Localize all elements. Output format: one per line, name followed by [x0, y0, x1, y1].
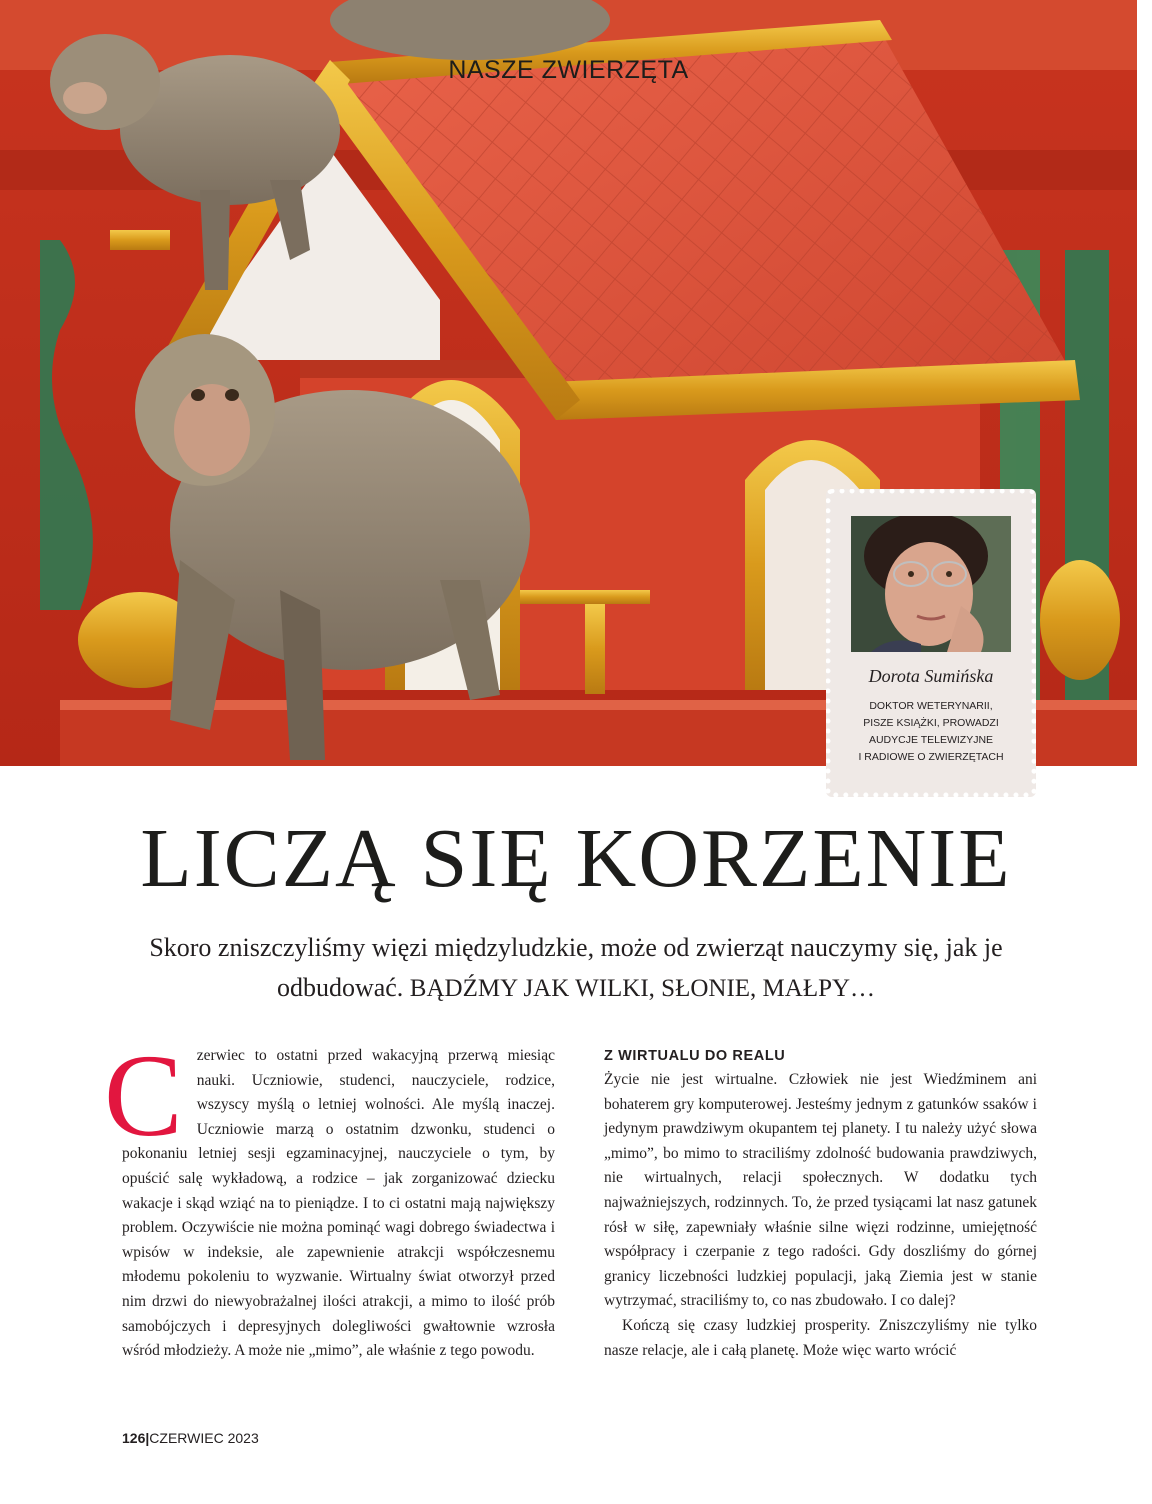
article-headline: LICZĄ SIĘ KORZENIE [140, 812, 1012, 905]
author-bio-line: PISZE KSIĄŻKI, PROWADZI [863, 717, 999, 729]
page-number: 126 [122, 1430, 146, 1446]
author-bio [837, 698, 1025, 766]
article-column-2 [604, 1044, 1037, 1363]
author-bio-line: I RADIOWE O ZWIERZĘTACH [858, 751, 1004, 763]
column1-paragraph: zerwiec to ostatni przed wakacyjną przerwą miesiąc nauki. Uczniowie, studenci, nauczyciele, rodzice, wszyscy myślą o letniej wolności. Ale myślą inaczej. Uczniowie marzą o ostatnim dzwonku, studenci o pokonaniu letniej sesji egzaminacyjnej, nauczyciele o tym, by opuścić salę wykładową, a rodzice – jak zorganizować dziecku wakacje i skąd wziąć na to pieniądze. I to ci ostatni mają największy problem. Oczywiście nie można pominąć wagi dobrego świadectwa i wpisów w indeksie, ale zapewnienie atrakcji współczesnemu młodemu pokoleniu to wyzwanie. Wirtualny świat otworzył przed nim drzwi do niewyobrażalnej ilości atrakcji, a mimo to ilość prób samobójczych i depresyjnych dolegliwości gwałtownie wzrosła wśród młodzieży. A może nie „mimo”, ale właśnie z tego powodu. [122, 1047, 555, 1360]
lead-text: Skoro zniszczyliśmy więzi międzyludzkie, może od zwierząt nauczymy się, jak je odbudować. [149, 933, 1003, 1002]
page-folio: 126|CZERWIEC 2023 [122, 1430, 259, 1446]
author-name: Dorota Sumińska [868, 666, 994, 686]
section-label: NASZE ZWIERZĘTA [448, 56, 689, 84]
column2-paragraph-2: Kończą się czasy ludzkiej prosperity. Zniszczyliśmy nie tylko nasze relacje, ale i całą planetę. Może więc warto wrócić [604, 1316, 1037, 1359]
lead-caps: BĄDŹMY JAK WILKI, SŁONIE, MAŁPY… [409, 975, 876, 1002]
section-subhead: Z WIRTUALU DO REALU [604, 1048, 786, 1064]
column2-paragraph-1: Życie nie jest wirtualne. Człowiek nie jest Wiedźminem ani bohaterem gry komputerowej. Jesteśmy jednym z gatunków ssaków i jedynym prawdziwym okupantem tej planety. I tu należy użyć słowa „mimo”, bo mimo to straciliśmy zdolność budowania prawdziwych, nie wirtualnych, relacji społecznych. W dodatku tych najważniejszych, rodzinnych. To, że przed tysiącami lat nasz gatunek rósł w siłę, zapewniały właśnie silne więzi rodzinne, umiejętność współpracy i czerpanie z tego radości. Gdy doszliśmy do górnej granicy liczebności ludzkiej populacji, jaką Ziemia jest w stanie wytrzymać, straciliśmy to, co nas zbudowało. I co dalej? [604, 1071, 1037, 1310]
author-portrait [851, 516, 1011, 652]
issue-date: CZERWIEC 2023 [149, 1430, 259, 1446]
author-bio-line: AUDYCJE TELEWIZYJNE [868, 734, 994, 746]
author-bio-line: DOKTOR WETERYNARII, [869, 700, 993, 712]
article-lead [120, 928, 1032, 1009]
drop-cap: C [104, 1030, 183, 1161]
author-card [826, 489, 1036, 797]
article-column-1 [104, 1030, 555, 1364]
